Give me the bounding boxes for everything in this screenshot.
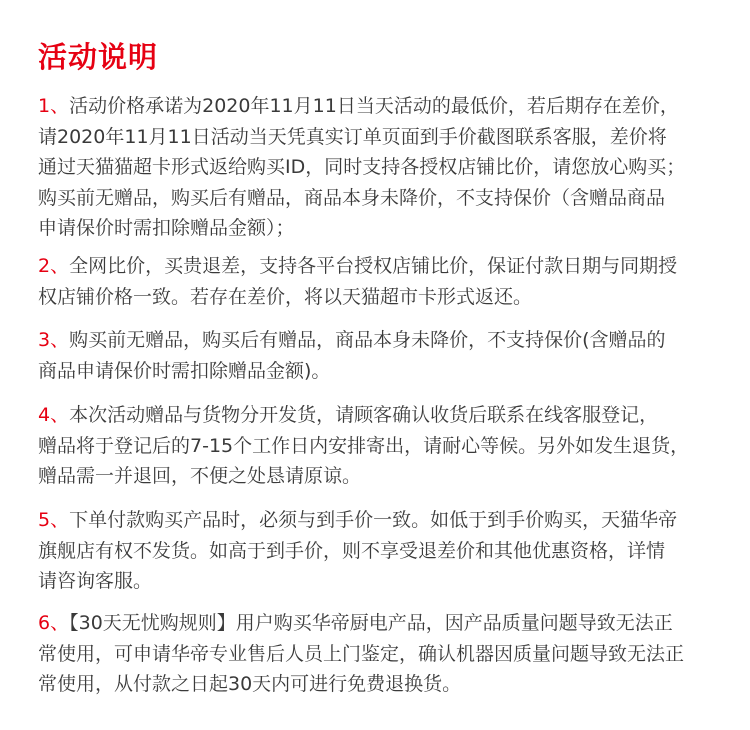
notice-line: 权店铺价格一致。若存在差价，将以天猫超市卡形式返还。 [38, 285, 533, 308]
item-number: 1 [38, 95, 51, 117]
notice-line [38, 251, 718, 282]
notice-line: 旗舰店有权不发货。如高于到手价，则不享受退差价和其他优惠资格，详情 [38, 539, 666, 562]
item-number: 5 [38, 509, 51, 531]
notice-item-5 [38, 505, 718, 597]
item-number: 6 [38, 612, 51, 634]
item-text: 下单付款购买产品时，必须与到手价一致。如低于到手价购买，天猫华帝 [69, 509, 678, 531]
notice-item-3 [38, 325, 718, 386]
item-number: 3 [38, 329, 51, 351]
notice-line: 常使用，从付款之日起30天内可进行免费退换货。 [38, 673, 462, 695]
notice-item-4 [38, 400, 718, 492]
item-text: 本次活动赠品与货物分开发货，请顾客确认收货后联系在线客服登记， [69, 404, 659, 426]
notice-item-2 [38, 251, 718, 312]
notice-line: 请2020年11月11日活动当天凭真实订单页面到手价截图联系客服，差价将 [38, 125, 667, 148]
item-number: 4 [38, 404, 51, 426]
item-text: 购买前无赠品，购买后有赠品，商品本身未降价，不支持保价(含赠品的 [69, 329, 666, 351]
item-separator: 、 [50, 404, 70, 426]
item-text: 【30天无忧购规则】用户购买华帝厨电产品，因产品质量问题导致无法正 [69, 612, 673, 634]
notice-line [38, 608, 718, 639]
notice-line: 常使用，可申请华帝专业售后人员上门鉴定，确认机器因质量问题导致无法正 [38, 642, 685, 665]
notice-line: 赠品需一并退回，不便之处恳请原谅。 [38, 465, 362, 487]
page-title: 活动说明 [38, 40, 159, 74]
item-number: 2 [38, 255, 51, 277]
notice-line: 申请保价时需扣除赠品金额）； [38, 217, 295, 239]
item-separator: 、 [50, 329, 70, 351]
item-text: 全网比价，买贵退差，支持各平台授权店铺比价，保证付款日期与同期授 [69, 255, 678, 277]
item-text: 活动价格承诺为2020年11月11日当天活动的最低价，若后期存在差价， [69, 95, 679, 117]
item-separator: 、 [50, 255, 70, 277]
notice-line: 商品申请保价时需扣除赠品金额)。 [38, 359, 331, 382]
notice-item-6 [38, 608, 718, 700]
notice-line: 通过天猫猫超卡形式返给购买ID，同时支持各授权店铺比价，请您放心购买； [38, 156, 686, 178]
notice-line: 赠品将于登记后的7-15个工作日内安排寄出，请耐心等候。另外如发生退货， [38, 434, 690, 457]
item-separator: 、 [50, 509, 70, 531]
notice-item-1 [38, 91, 718, 244]
item-separator: 、 [50, 95, 70, 117]
notice-line: 购买前无赠品，购买后有赠品，商品本身未降价，不支持保价（含赠品商品 [38, 186, 666, 209]
notice-line [38, 91, 718, 122]
notice-line: 请咨询客服。 [38, 570, 153, 592]
notice-line [38, 505, 718, 536]
item-separator: 、 [50, 612, 70, 634]
notice-line [38, 400, 718, 431]
notice-line [38, 325, 718, 356]
